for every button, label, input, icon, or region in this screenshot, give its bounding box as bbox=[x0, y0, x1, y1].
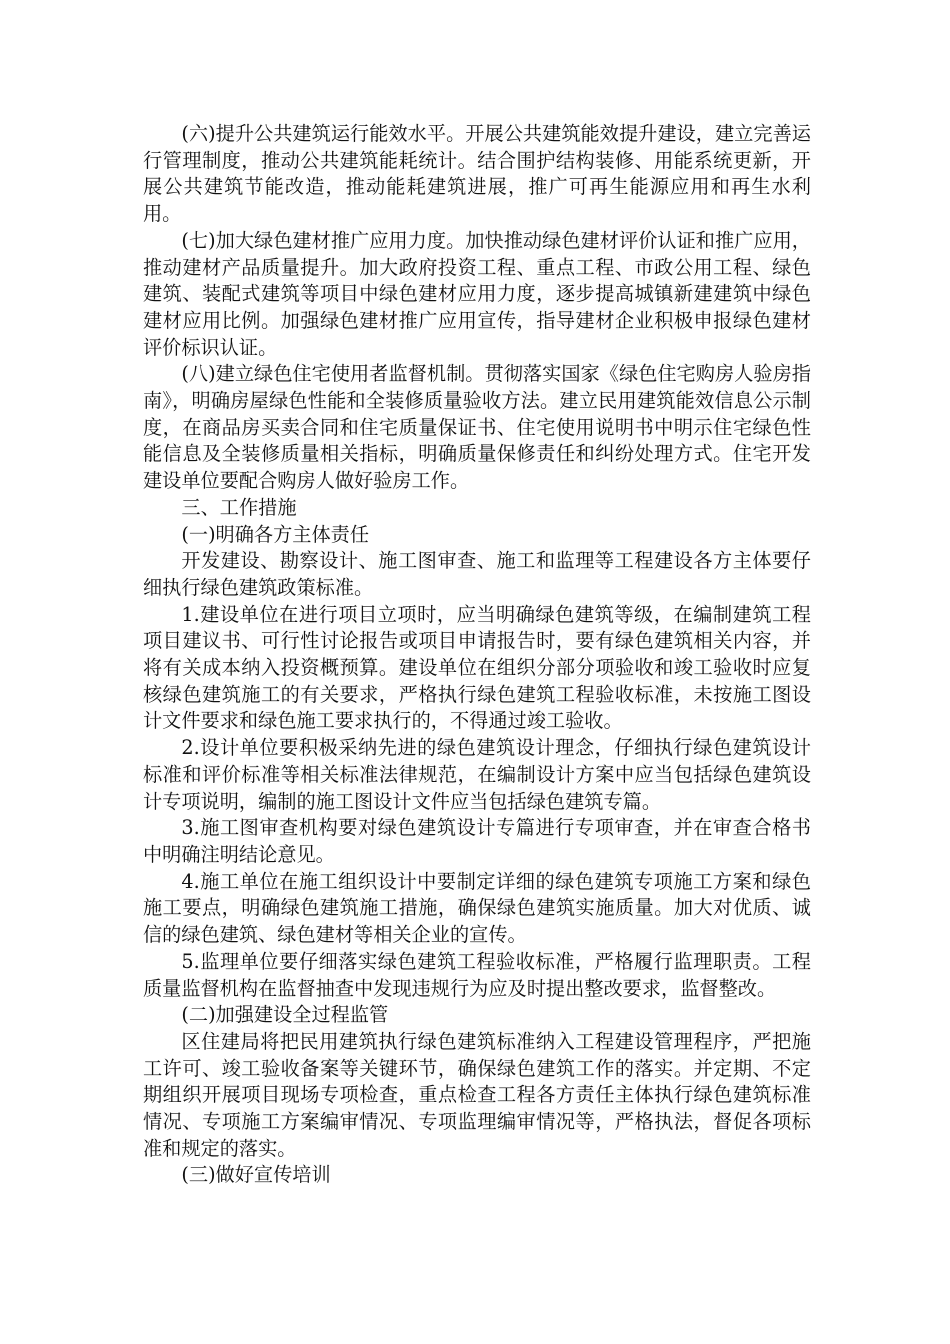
section-heading-work-measures: 三、工作措施 bbox=[181, 495, 297, 519]
paragraph-supervision-body: 区住建局将把民用建筑执行绿色建筑标准纳入工程建设管理程序，严把施工许可、竣工验收备案等关键环节，确保绿色建筑工作的落实。并定期、不定期组织开展项目现场专项检查，重点检查工程各方责任主体执行绿色建筑标准情况、专项施工方案编审情况、专项监理编审情况等，严格执法，督促各项标准和规定的落实。 bbox=[143, 1029, 811, 1160]
paragraph-parties-intro: 开发建设、勘察设计、施工图审查、施工和监理等工程建设各方主体要仔细执行绿色建筑政策标准。 bbox=[143, 549, 811, 599]
paragraph-contractor: 4.施工单位在施工组织设计中要制定详细的绿色建筑专项施工方案和绿色施工要点，明确绿色建筑施工措施，确保绿色建筑实施质量。加大对优质、诚信的绿色建筑、绿色建材等相关企业的宣传。 bbox=[143, 869, 811, 947]
paragraph-item-6: (六)提升公共建筑运行能效水平。开展公共建筑能效提升建设，建立完善运行管理制度，推动公共建筑能耗统计。结合围护结构装修、用能系统更新，开展公共建筑节能改造，推动能耗建筑进展，推广可再生能源应用和再生水利用。 bbox=[143, 122, 811, 226]
paragraph-item-8: (八)建立绿色住宅使用者监督机制。贯彻落实国家《绿色住宅购房人验房指南》，明确房屋绿色性能和全装修质量验收方法。建立民用建筑能效信息公示制度，在商品房买卖合同和住宅质量保证书、住宅使用说明书中明示住宅绿色性能信息及全装修质量相关指标，明确质量保修责任和纠纷处理方式。住宅开发建设单位要配合购房人做好验房工作。 bbox=[143, 362, 811, 493]
paragraph-supervisor: 5.监理单位要仔细落实绿色建筑工程验收标准，严格履行监理职责。工程质量监督机构在监督抽查中发现违规行为应及时提出整改要求，监督整改。 bbox=[143, 949, 811, 1000]
document-page bbox=[143, 121, 811, 1189]
paragraph-review-agency: 3.施工图审查机构要对绿色建筑设计专篇进行专项审查，并在审查合格书中明确注明结论意见。 bbox=[143, 816, 811, 866]
paragraph-construction-unit: 1.建设单位在进行项目立项时，应当明确绿色建筑等级，在编制建筑工程项目建议书、可行性讨论报告或项目申请报告时，要有绿色建筑相关内容，并将有关成本纳入投资概预算。建设单位在组织分部分项验收和竣工验收时应复核绿色建筑施工的有关要求，严格执行绿色建筑工程验收标准，未按施工图设计文件要求和绿色施工要求执行的，不得通过竣工验收。 bbox=[143, 602, 811, 733]
subheading-responsibilities: (一)明确各方主体责任 bbox=[181, 522, 370, 546]
subheading-publicity-training: (三)做好宣传培训 bbox=[181, 1163, 331, 1187]
paragraph-item-7: (七)加大绿色建材推广应用力度。加快推动绿色建材评价认证和推广应用，推动建材产品质量提升。加大政府投资工程、重点工程、市政公用工程、绿色建筑、装配式建筑等项目中绿色建材应用力度，逐步提高城镇新建建筑中绿色建材应用比例。加强绿色建材推广应用宣传，指导建材企业积极申报绿色建材评价标识认证。 bbox=[143, 228, 811, 359]
paragraph-design-unit: 2.设计单位要积极采纳先进的绿色建筑设计理念，仔细执行绿色建筑设计标准和评价标准等相关标准法律规范，在编制设计方案中应当包括绿色建筑设计专项说明，编制的施工图设计文件应当包括绿色建筑专篇。 bbox=[143, 736, 811, 813]
subheading-supervision: (二)加强建设全过程监管 bbox=[181, 1003, 389, 1027]
